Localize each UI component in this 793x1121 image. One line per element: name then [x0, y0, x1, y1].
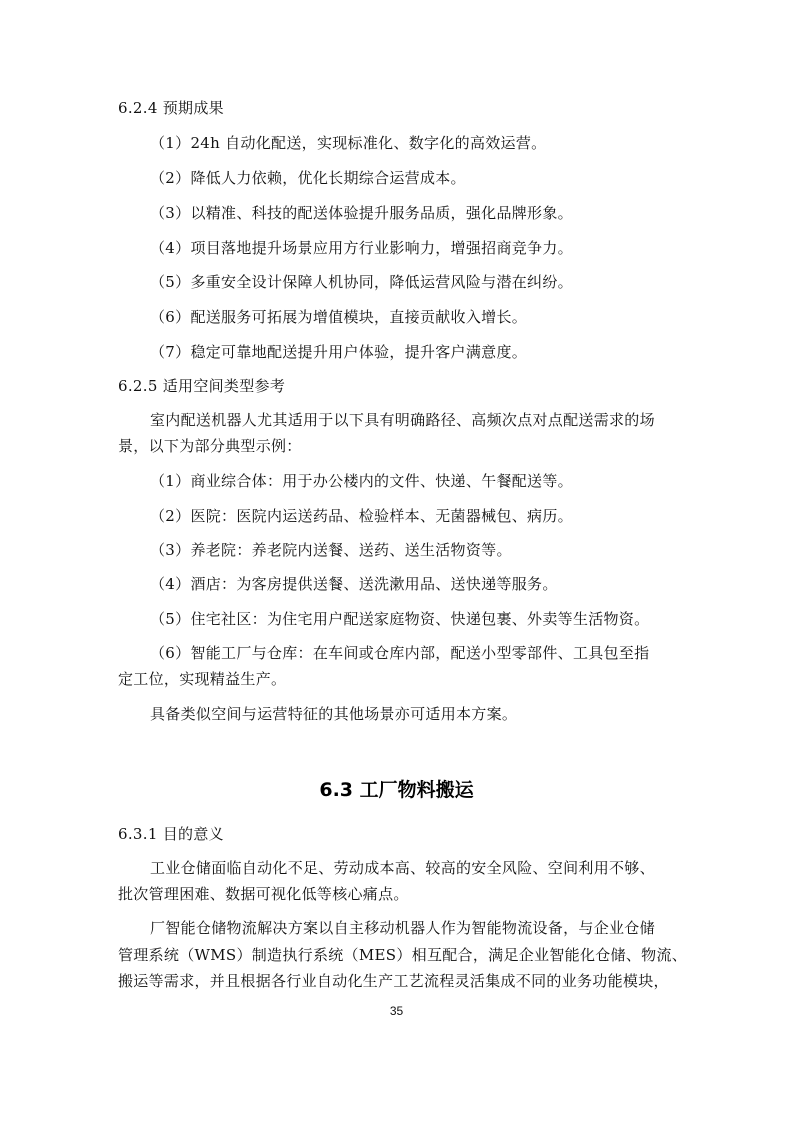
list-item: （6）智能工厂与仓库：在车间或仓库内部，配送小型零部件、工具包至指 — [150, 644, 650, 662]
section-heading-6-2-4: 6.2.4 预期成果 — [118, 99, 224, 117]
list-item: （3）以精准、科技的配送体验提升服务品质，强化品牌形象。 — [150, 204, 573, 222]
list-item: （4）项目落地提升场景应用方行业影响力，增强招商竞争力。 — [150, 239, 573, 257]
list-item: （3）养老院：养老院内送餐、送药、送生活物资等。 — [150, 541, 512, 559]
list-item: （4）酒店：为客房提供送餐、送洗漱用品、送快递等服务。 — [150, 575, 558, 593]
list-item: （2）医院：医院内运送药品、检验样本、无菌器械包、病历。 — [150, 507, 573, 525]
list-item: （1）24h 自动化配送，实现标准化、数字化的高效运营。 — [150, 134, 547, 152]
list-item: （5）多重安全设计保障人机协同，降低运营风险与潜在纠纷。 — [150, 273, 573, 291]
list-item-continuation: 定工位，实现精益生产。 — [118, 670, 287, 688]
list-item: （7）稳定可靠地配送提升用户体验，提升客户满意度。 — [150, 343, 528, 361]
paragraph-line: 厂智能仓储物流解决方案以自主移动机器人作为智能物流设备，与企业仓储 — [150, 919, 655, 937]
paragraph-line: 搬运等需求，并且根据各行业自动化生产工艺流程灵活集成不同的业务功能模块， — [118, 972, 669, 990]
paragraph-line: 室内配送机器人尤其适用于以下具有明确路径、高频次点对点配送需求的场 — [150, 411, 655, 429]
page-number: 35 — [389, 1004, 404, 1018]
list-item: （2）降低人力依赖，优化长期综合运营成本。 — [150, 169, 466, 187]
paragraph-line: 批次管理困难、数据可视化低等核心痛点。 — [118, 885, 409, 903]
paragraph-line: 管理系统（WMS）制造执行系统（MES）相互配合，满足企业智能化仓储、物流、 — [118, 946, 688, 964]
list-item: （1）商业综合体：用于办公楼内的文件、快递、午餐配送等。 — [150, 472, 573, 490]
list-item: （5）住宅社区：为住宅用户配送家庭物资、快递包裹、外卖等生活物资。 — [150, 610, 650, 628]
section-heading-6-3-1: 6.3.1 目的意义 — [118, 825, 224, 843]
section-title-6-3: 6.3 工厂物料搬运 — [319, 779, 474, 801]
section-heading-6-2-5: 6.2.5 适用空间类型参考 — [118, 377, 286, 395]
paragraph-line: 景，以下为部分典型示例： — [118, 437, 302, 455]
list-item: （6）配送服务可拓展为增值模块，直接贡献收入增长。 — [150, 308, 528, 326]
paragraph-line: 具备类似空间与运营特征的其他场景亦可适用本方案。 — [150, 705, 518, 723]
paragraph-line: 工业仓储面临自动化不足、劳动成本高、较高的安全风险、空间利用不够、 — [150, 859, 655, 877]
